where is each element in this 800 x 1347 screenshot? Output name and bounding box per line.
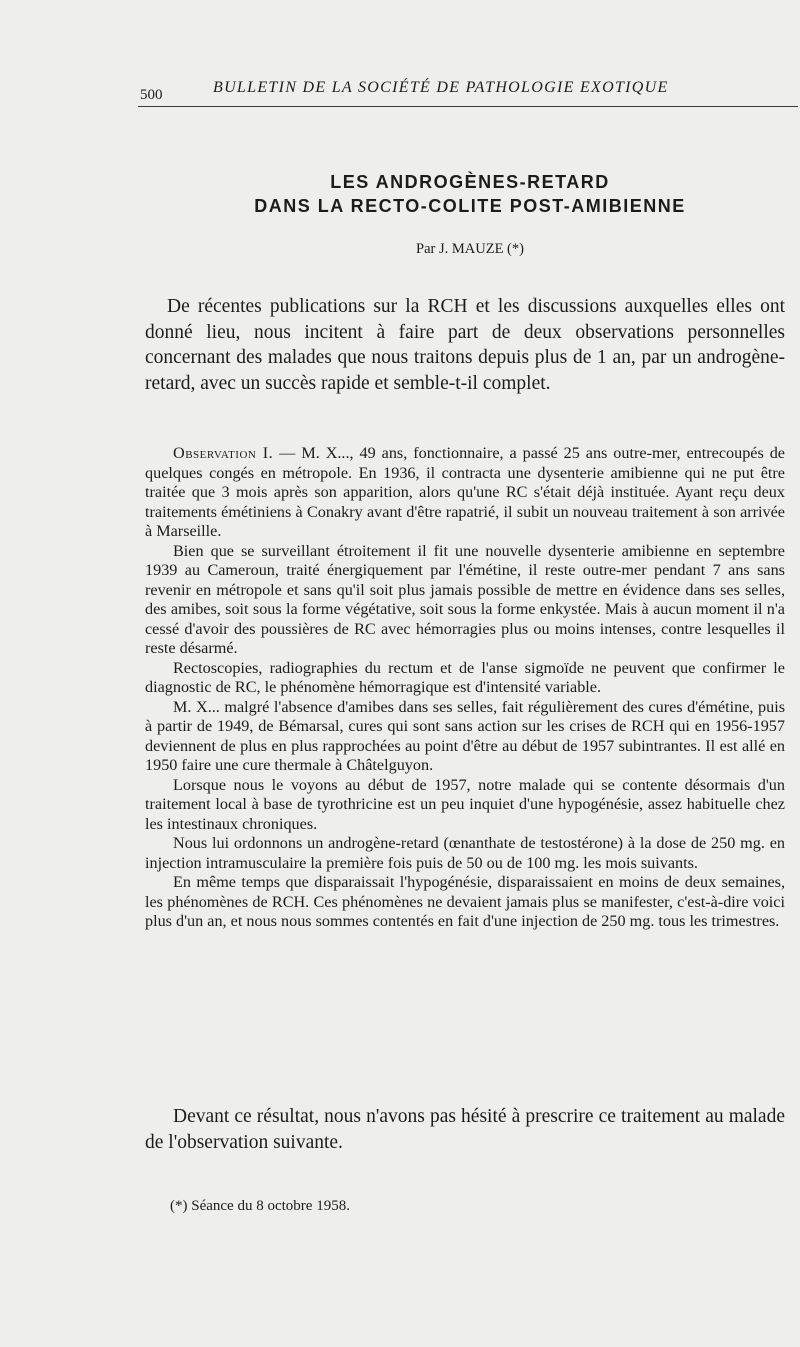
observation-label: Observation I. bbox=[173, 444, 274, 462]
running-header bbox=[138, 76, 798, 107]
body-paragraph: Bien que se surveillant étroitement il fit une nouvelle dysenterie amibienne en septembre 1939 au Cameroun, traité énergiquement par l'émétine, il reste outre-mer pendant 7 ans sans revenir en métropole et sans qu'il soit plus jamais possible de mettre en évidence dans ses selles, des amibes, soit sous la forme végétative, soit sous la forme enkystée. Mais à aucun moment il n'a cessé d'avoir des poussières de RC avec hémorragies plus ou moins intenses, contre lesquelles il reste désarmé. bbox=[145, 541, 785, 657]
article-author: Par J. MAUZE (*) bbox=[416, 241, 524, 257]
conclusion-paragraph: Devant ce résultat, nous n'avons pas hésité à prescrire ce traitement au malade de l'observation suivante. bbox=[145, 1106, 785, 1153]
observation-paragraph bbox=[145, 444, 785, 542]
article-title-line-1: LES ANDROGÈNES-RETARD bbox=[330, 172, 610, 192]
body-paragraph: Nous lui ordonnons un androgène-retard (œnanthate de testostérone) à la dose de 250 mg. en injection intramusculaire la première fois puis de 50 ou de 100 mg. les mois suivants. bbox=[145, 834, 785, 872]
body-paragraph: Rectoscopies, radiographies du rectum et de l'anse sigmoïde ne peuvent que confirmer le diagnostic de RC, le phénomène hémorragique est d'intensité variable. bbox=[145, 658, 785, 696]
body-paragraph: Lorsque nous le voyons au début de 1957, notre malade qui se contente désormais d'un traitement local à base de tyrothricine est un peu inquiet d'une hypogénésie, assez habituelle chez les intestinaux chroniques. bbox=[145, 775, 785, 833]
observation-section bbox=[145, 444, 785, 932]
intro-paragraph bbox=[145, 294, 785, 396]
journal-title: BULLETIN DE LA SOCIÉTÉ DE PATHOLOGIE EXOTIQUE bbox=[213, 79, 669, 96]
paragraph-text: — M. X..., 49 ans, fonctionnaire, a passé 25 ans outre-mer, entrecoupés de quelques congés en métropole. En 1936, il contracta une dysenterie amibienne qui ne put être traitée que 3 mois après son apparition, alors qu'une RC s'était déjà instituée. Ayant reçu deux traitements émétiniens à Conakry avant d'être rapatrié, il subit un nouveau traitement à son arrivée à Marseille. bbox=[145, 444, 785, 540]
body-paragraph: M. X... malgré l'absence d'amibes dans ses selles, fait régulièrement des cures d'émétine, puis à partir de 1949, de Bémarsal, cures qui sont sans action sur les crises de RCH qui en 1956-1957 deviennent de plus en plus rapprochées au point d'être au début de 1957 subintrantes. Il est allé en 1950 faire une cure thermale à Châtelguyon. bbox=[145, 697, 785, 774]
footnote: (*) Séance du 8 octobre 1958. bbox=[170, 1198, 350, 1214]
page-number: 500 bbox=[140, 87, 163, 103]
body-paragraph: En même temps que disparaissait l'hypogénésie, disparaissaient en moins de deux semaines, les phénomènes de RCH. Ces phénomènes ne devaient jamais plus se manifester, c'est-à-dire voici plus d'un an, et nous nous sommes contentés en fait d'une injection de 250 mg. tous les trimestres. bbox=[145, 873, 785, 930]
intro-text: De récentes publications sur la RCH et les discussions auxquelles elles ont donné lieu, nous incitent à faire part de deux observations personnelles concernant des malades que nous traitons depuis plus de 1 an, par un androgène-retard, avec un succès rapide et semble-t-il complet. bbox=[145, 296, 785, 394]
article-title-line-2: DANS LA RECTO-COLITE POST-AMIBIENNE bbox=[254, 196, 686, 216]
